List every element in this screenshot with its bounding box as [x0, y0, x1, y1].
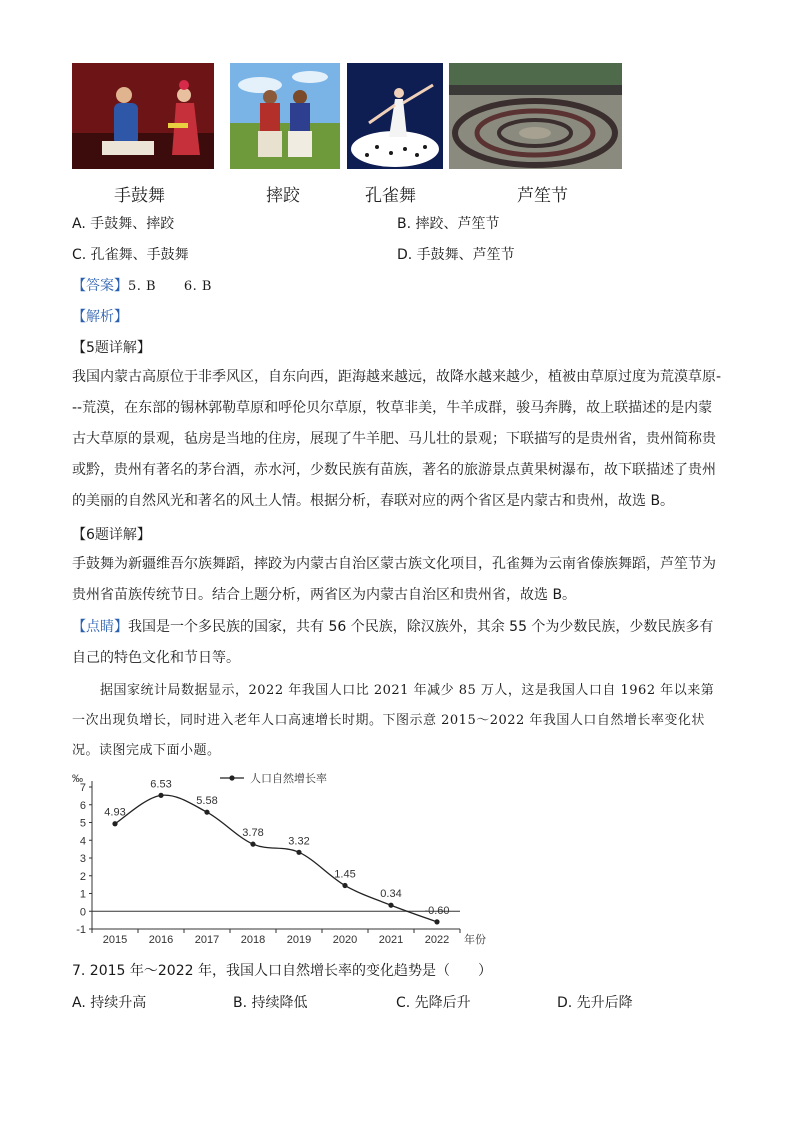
x-tick-label: 2015 [102, 934, 128, 946]
q6-option-d: D. 手鼓舞、芦笙节 [397, 247, 515, 263]
answer-text: 5. B 6. B [128, 279, 212, 294]
x-tick-label: 2018 [240, 934, 266, 946]
y-tick-label: 3 [79, 853, 86, 865]
y-tick-label: 6 [79, 799, 86, 812]
x-tick-label: 2019 [286, 934, 312, 946]
q7-option-d: D. 先升后降 [557, 995, 633, 1011]
data-point [388, 903, 393, 908]
y-tick-label: 0 [79, 906, 86, 919]
data-point [342, 883, 347, 888]
data-label: 0.34 [380, 888, 402, 901]
analysis-label: 【解析】 [72, 309, 128, 325]
tip-label: 【点睛】 [72, 619, 128, 635]
data-point [250, 842, 255, 847]
data-point [112, 821, 117, 826]
data-point [158, 793, 163, 798]
x-tick-label: 2016 [148, 934, 174, 946]
x-tick-label: 2017 [194, 934, 220, 946]
data-point [296, 850, 301, 855]
q7-stem: 7. 2015 年～2022 年，我国人口自然增长率的变化趋势是（ ） [72, 963, 492, 979]
y-tick-label: -1 [76, 924, 86, 936]
q5-detail-label: 【5题详解】 [72, 340, 151, 356]
x-axis-label: 年份 [464, 934, 486, 946]
q6-detail-label: 【6题详解】 [72, 527, 151, 543]
answer-line [72, 275, 212, 295]
q7-option-b: B. 持续降低 [233, 995, 308, 1011]
photo-lusheng-festival [449, 63, 622, 169]
data-label: 3.78 [242, 827, 264, 840]
data-point [204, 810, 209, 815]
tip-text: 我国是一个多民族的国家，共有 56 个民族，除汉族外，其余 55 个为少数民族，少数民族多有自己的特色文化和节日等。 [72, 619, 714, 666]
tip-paragraph [72, 612, 722, 674]
legend-label: 人口自然增长率 [250, 773, 327, 785]
photo-peacock-dance [347, 63, 443, 169]
y-tick-label: 1 [79, 888, 86, 901]
q6-option-c: C. 孔雀舞、手鼓舞 [72, 247, 189, 263]
x-tick-label: 2020 [332, 934, 358, 946]
y-tick-label: 2 [79, 870, 86, 883]
y-axis-unit: ‰ [72, 773, 83, 785]
data-label: 6.53 [150, 778, 172, 791]
q6-option-a: A. 手鼓舞、摔跤 [72, 216, 175, 232]
q5-detail-text: 我国内蒙古高原位于非季风区，自东向西，距海越来越远，故降水越来越少，植被由草原过度为荒漠草原---荒漠，在东部的锡林郭勒草原和呼伦贝尔草原，牧草非美，牛羊成群，骏马奔腾，故上联描述的是内蒙古大草原的景观，毡房是当地的住房，展现了牛羊肥、马儿壮的景观；下联描写的是贵州省，贵州简称贵或黔，贵州有著名的茅台酒，赤水河，少数民族有苗族，著名的旅游景点黄果树瀑布，故下联描述了贵州的美丽的自然风光和著名的风土人情。根据分析，春联对应的两个省区是内蒙古和贵州，故选 B。 [72, 369, 722, 509]
y-tick-label: 7 [79, 782, 86, 794]
y-tick-label: 4 [79, 835, 86, 848]
photo-wrestling [230, 63, 340, 169]
caption-peacock-dance: 孔雀舞 [365, 186, 416, 206]
answer-label: 【答案】 [72, 278, 128, 294]
q7-option-c: C. 先降后升 [396, 995, 471, 1011]
caption-hand-drum-dance: 手鼓舞 [114, 186, 165, 206]
series-line [115, 795, 437, 922]
q6-option-b: B. 摔跤、芦笙节 [397, 216, 500, 232]
data-point [434, 919, 439, 924]
q6-detail-text: 手鼓舞为新疆维吾尔族舞蹈，摔跤为内蒙古自治区蒙古族文化项目，孔雀舞为云南省傣族舞蹈，芦笙节为贵州省苗族传统节日。结合上题分析，两省区为内蒙古自治区和贵州省，故选 B。 [72, 556, 716, 603]
data-label: -0.60 [424, 904, 450, 917]
caption-lusheng-festival: 芦笙节 [517, 186, 568, 206]
x-tick-label: 2021 [378, 934, 404, 946]
legend-marker [229, 775, 234, 780]
growth-rate-chart [70, 768, 490, 950]
data-label: 3.32 [288, 835, 310, 848]
photo-hand-drum-dance [72, 63, 214, 169]
data-label: 5.58 [196, 795, 218, 808]
data-label: 4.93 [104, 806, 126, 819]
caption-wrestling: 摔跤 [266, 186, 300, 206]
x-tick-label: 2022 [424, 934, 450, 946]
q7-option-a: A. 持续升高 [72, 995, 147, 1011]
intro-paragraph: 据国家统计局数据显示，2022 年我国人口比 2021 年减少 85 万人，这是我国人口自 1962 年以来第一次出现负增长，同时进入老年人口高速增长时期。下图示意 2015～2022 年我国人口自然增长率变化状况。读图完成下面小题。 [72, 683, 715, 758]
data-label: 1.45 [334, 868, 356, 881]
y-tick-label: 5 [79, 817, 86, 830]
